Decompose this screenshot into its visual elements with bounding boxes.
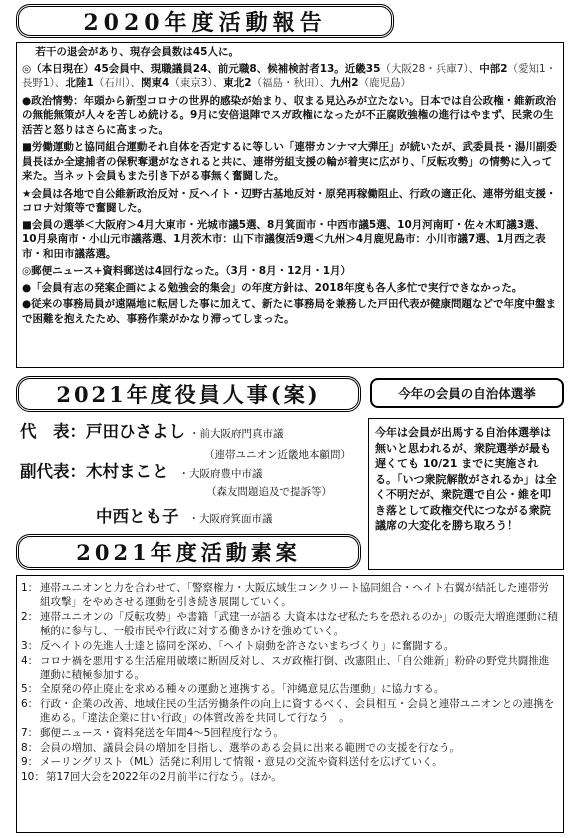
plan-item: 3： 反ヘイトの先進人士達と協同を深め、「ヘイト扇動を許さないまちづくり」に奮闘する。 xyxy=(21,639,455,652)
officer-vice1-position: ・大阪府豊中市議 xyxy=(178,468,263,480)
officer-vice1-note: （森友問題追及で提訴等） xyxy=(206,486,332,498)
plan-item: 4： コロナ禍を悪用する生活雇用破壊に断固反対し、スガ政権打倒、改憲阻止、「自公維新」粉砕の野党共闘推進運動に積極参加する。 xyxy=(21,654,550,681)
officer-rep-role: 代 表： xyxy=(20,422,86,441)
officer-vice-1 xyxy=(20,458,263,482)
officer-vice1-note-wrap xyxy=(202,480,332,499)
officer-vice-role: 副代表： xyxy=(20,462,86,481)
report-activities: ★会員は各地で自公維新政治反対・反ヘイト・辺野古基地反対・原発再稼働阻止、行政の適正化、連帯労組支援・コロナ対策等で奮闘した。 xyxy=(22,187,557,214)
plan-item: 10： 第17回大会を2022年の2月前半に行なう。ほか。 xyxy=(21,771,282,784)
officers-2021-title: 2021年度役員人事(案) xyxy=(16,376,361,412)
officer-representative xyxy=(20,418,284,442)
report-intro: 若干の退会があり、現存会員数は45人に。 xyxy=(35,46,239,58)
report-mailing: ◎郵便ニュース+資料郵送は4回行なった。（3月・8月・12月・1月） xyxy=(22,265,352,277)
report-politics: ●政治情勢：年頭から新型コロナの世界的感染が始まり、収まる見込みが立たない。日本では自公政権・維新政治の無能無策が人々を苦しめ続ける。9月に安倍退陣でスガ政権になったが不正腐敗強権の進行はやまず、民衆の生活苦と怒りはさらに高まった。 xyxy=(22,94,557,136)
report-2020-title: 2020年度活動報告 xyxy=(16,4,394,38)
plan-item: 8： 会員の増加、議員会員の増加を目指し、選挙のある会員に出来る範囲での支援を行なう。 xyxy=(21,741,460,754)
report-2020-body xyxy=(16,42,564,368)
officer-vice2-position: ・大阪府箕面市議 xyxy=(188,513,273,525)
officer-rep-position: ・前大阪府門真市議 xyxy=(189,428,284,440)
officer-rep-name: 戸田ひさよし xyxy=(86,422,185,441)
plan-item: 5： 全原発の停止廃止を求める種々の運動と連携する。「沖縄意見広告運動」に協力する。 xyxy=(21,683,445,696)
plan-item: 1： 連帯ユニオンと力を合わせて、「警察権力・大阪広域生コンクリート協同組合・ヘイト右翼が結託した連帯労組攻撃」をやめさせる運動を引き続き展開していく。 xyxy=(21,582,549,609)
officer-vice1-name: 木村まこと xyxy=(86,462,169,481)
officer-vice-2 xyxy=(96,503,273,527)
officer-vice2-name: 中西とも子 xyxy=(96,507,179,526)
plan-2021-list xyxy=(16,575,564,833)
report-members: ◎（本日現在）45会員中、現職議員24、前元職8、候補検討者13。近畿35（大阪28・兵庫7）、中部2（愛知1・長野1）、北陸1（石川）、関東4（東京3）、東北2（福島・秋田）、九州2（鹿児島） xyxy=(22,62,557,89)
report-office: ●従来の事務局員が遠隔地に転居した事に加えて、新たに事務局を兼務した戸田代表が健康問題などで年度中盤まで困難を抱えたため、事務作業がかなり滞ってしまった。 xyxy=(22,298,556,325)
plan-item: 9： メーリングリスト（ML）活発に利用して情報・意見の交流や資料送付を広げていく。 xyxy=(21,756,443,769)
plan-item: 7： 郵便ニュース・資料発送を年間4～5回程度行なう。 xyxy=(21,727,284,740)
plan-item: 2： 連帯ユニオンの「反転攻勢」や書籍「武建一が語る 大資本はなぜ私たちを恐れるのか」の販売大増進運動に積極的に参与し、一般市民や行政に対する働きかけを強めていく。 xyxy=(21,610,558,638)
plan-item: 6： 行政・企業の改善、地域住民の生活労働条件の向上に資するべく、会員相互・会員と連帯ユニオンとの連携を進める。「違法企業に甘い行政」の体質改善を共同して行なう 。 xyxy=(21,698,555,725)
report-labor: ■労働運動と協同組合運動それ自体を否定するに等しい「連帯カンナマ大弾圧」が続いたが、武委員長・湯川副委員長ほか全逮捕者の保釈奪還がなされると共に、連帯労組支援の輪が着実に広がり、「反転攻勢」の情勢に入って来た。当ネット会員もまた引き下がる事無く奮闘した。 xyxy=(22,141,557,182)
local-elections-body: 今年は会員が出馬する自治体選挙は無いと思われるが、衆院選挙が最も遅くても 10/21 までに実施される。「いつ衆院解散がされるか」は全く不明だが、衆院選で自公・維を叩き落として政権交代につながる衆院議席の大変化を勝ち取ろう！ xyxy=(368,418,564,570)
report-elections: ■会員の選挙＜大阪府＞4月大東市・光城市議5選、8月箕面市・中西市議5選、10月河南町・佐々木町議3選、10月泉南市・小山元市議落選、1月茨木市：山下市議復活9選＜九州＞4月鹿児島市：小川市議7選、1月西之表市・和田市議落選。 xyxy=(22,218,546,260)
local-elections-title: 今年の会員の自治体選挙 xyxy=(370,378,564,408)
plan-2021-title: 2021年度活動素案 xyxy=(16,534,361,570)
officer-rep-note: （連帯ユニオン近畿地本顧問） xyxy=(204,449,351,461)
report-study: ●「会員有志の発案企画による勉強会的集会」の年度方針は、2018年度も各人多忙で実行できなかった。 xyxy=(22,281,523,294)
